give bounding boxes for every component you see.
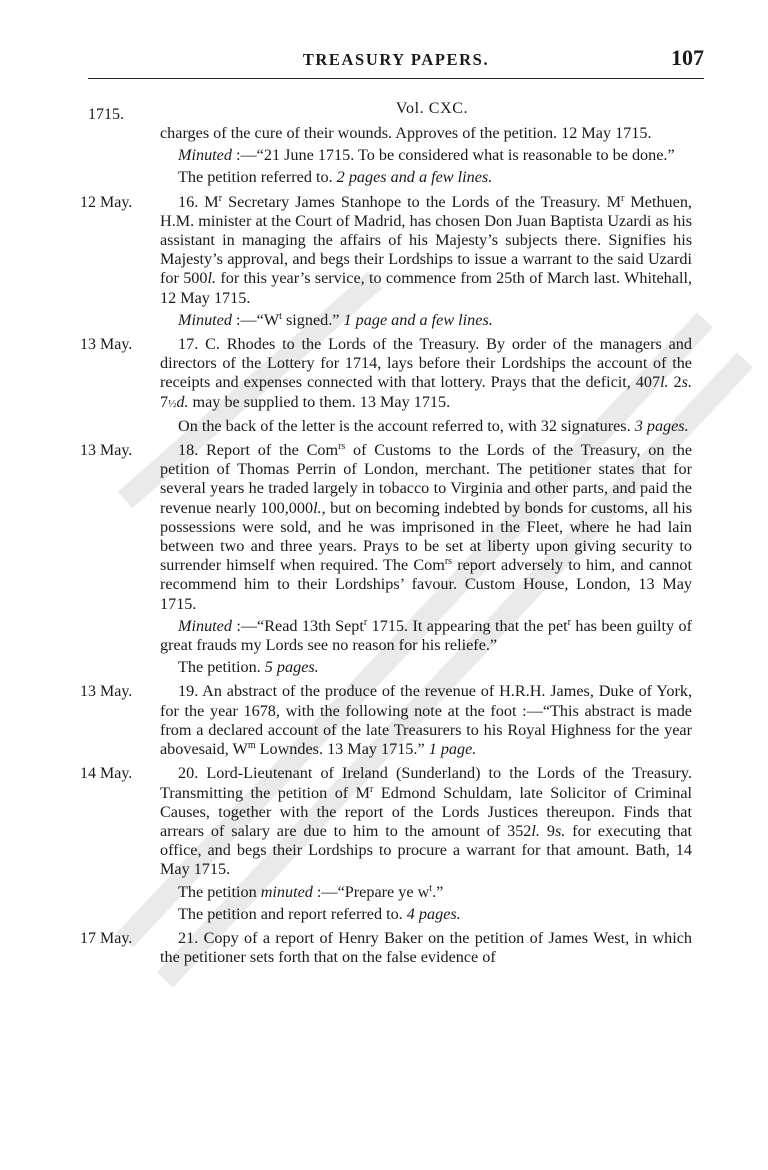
entry-date: 14 May.	[80, 765, 133, 783]
entry-paragraph: 18. Report of the Com$^{rs}$ of Customs to the Lords of the Treasury, on the petition of Thomas Perrin of London, merchant. The petitioner states that for several years he traded largely in tobacco to Virginia and other parts, and paid the revenue nearly 100,000l., but on becoming indebted by bonds for customs, all his possessions were sold, and he was imprisoned in the Fleet, where he had lain between two and three years. Prays to be set at liberty upon giving security to surrender himself when required. The Com$^{rs}$ report adversely to him, and cannot recommend him to their Lordships’ favour. Custom House, London, 13 May 1715.	[160, 441, 693, 613]
entry-paragraph: 21. Copy of a report of Henry Baker on the petition of James West, in which the petitioner sets forth that on the false evidence of	[160, 928, 692, 967]
entry-paragraph: charges of the cure of their wounds. Approves of the petition. 12 May 1715.	[160, 124, 652, 142]
calendar-entry	[160, 124, 692, 188]
page-number: 107	[671, 45, 704, 70]
entry-paragraph: 19. An abstract of the produce of the revenue of H.R.H. James, Duke of York, for the year 1678, with the following note at the foot :—“This abstract is made from a declared account of the late Treasurers to his Royal Highness for the year abovesaid, $W^m$ Lowndes. 13 May 1715.” 1 page.	[160, 682, 692, 759]
entry-paragraph: On the back of the letter is the account referred to, with 32 signatures. 3 pages.	[178, 416, 689, 435]
calendar-entries	[80, 124, 693, 972]
entry-date: 13 May.	[80, 336, 133, 354]
entry-paragraph: The petition minuted :—“Prepare ye $w^t$.”	[178, 882, 444, 901]
entry-date: 12 May.	[80, 193, 133, 211]
volume-heading: Vol. CXC.	[395, 100, 469, 117]
calendar-entry	[80, 764, 693, 924]
entry-paragraph: Minuted :—“21 June 1715. To be considered what is reasonable to be done.”	[178, 146, 675, 165]
entry-date: 17 May.	[80, 929, 133, 947]
running-head	[88, 45, 704, 79]
calendar-entry	[80, 192, 693, 330]
entry-paragraph: The petition. 5 pages.	[178, 658, 319, 677]
running-title: TREASURY PAPERS.	[302, 50, 490, 69]
calendar-entry	[80, 928, 692, 967]
entry-paragraph: Minuted $:—“W^t$ signed.” 1 page and a few lines.	[178, 310, 493, 329]
calendar-entry	[80, 335, 692, 436]
entry-paragraph: 20. Lord-Lieutenant of Ireland (Sunderland) to the Lords of the Treasury. Transmitting the petition of $M^r$ Edmond Schuldam, late Solicitor of Criminal Causes, together with the report of the Lords Justices thereupon. Finds that arrears of salary are due to him to the amount of 352l. 9s. for executing that office, and begs their Lordships to procure a warrant for that amount. Bath, 14 May 1715.	[160, 764, 693, 879]
entry-paragraph: 16. $M^r$ Secretary James Stanhope to the Lords of the Treasury. $M^r$ Methuen, H.M. minister at the Court of Madrid, has chosen Don Juan Baptista Uzardi as his assistant in managing the affairs of his Majesty’s subjects there. Signifies his Majesty’s approval, and begs their Lordships to issue a warrant to the said Uzardi for 500l. for this year’s service, to commence from 25th of March last. Whitehall, 12 May 1715.	[160, 192, 693, 307]
calendar-entry	[80, 682, 692, 759]
entry-date: 13 May.	[80, 442, 133, 460]
entry-paragraph: Minuted :—“Read 13th Sept$^r$ 1715. It appearing that the pet$^r$ has been guilty of great frauds my Lords see no reason for his reliefe.”	[160, 616, 692, 655]
entry-date: 13 May.	[80, 683, 133, 701]
calendar-entry	[80, 441, 693, 677]
entry-paragraph: The petition referred to. 2 pages and a few lines.	[178, 168, 493, 187]
margin-year: 1715.	[88, 106, 124, 123]
entry-paragraph: 17. C. Rhodes to the Lords of the Treasury. By order of the managers and directors of the Lottery for 1714, lays before their Lordships the account of the receipts and expenses connected with that lottery. Prays that the deficit, 407l. 2s. 7½d. may be supplied to them. 13 May 1715.	[160, 335, 692, 411]
entry-paragraph: The petition and report referred to. 4 pages.	[178, 904, 461, 923]
